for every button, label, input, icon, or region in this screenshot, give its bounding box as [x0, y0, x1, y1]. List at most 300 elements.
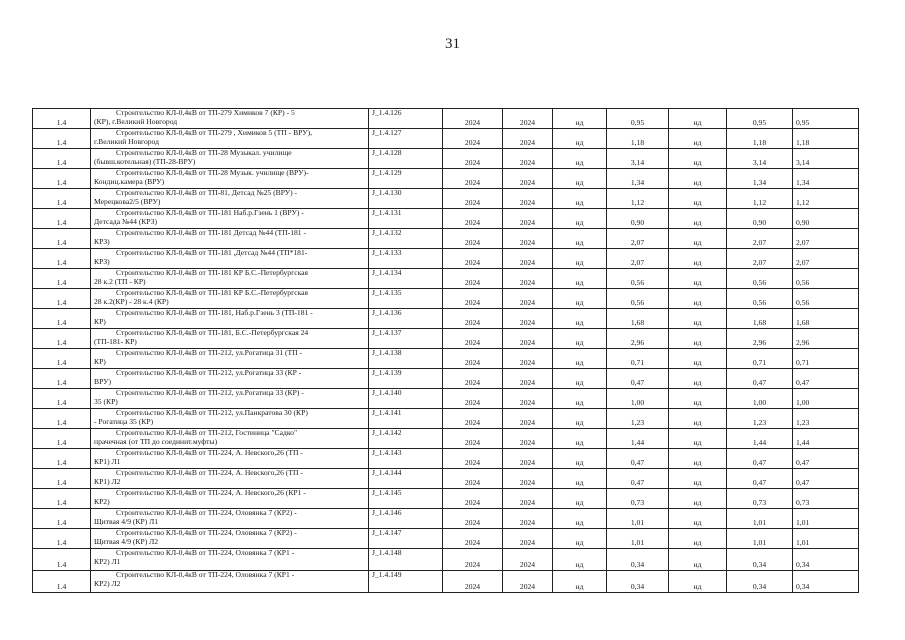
row-value-1: 0,56 — [607, 269, 669, 289]
row-name-line1: Строительство КЛ-0,4кВ от ТП-212, ул.Рогатица 33 (КР - — [116, 368, 302, 377]
row-year-start: 2024 — [443, 229, 503, 249]
row-id: J_1.4.135 — [369, 289, 443, 309]
row-name — [91, 209, 369, 229]
row-year-end: 2024 — [503, 529, 553, 549]
row-value-2: 0,95 — [727, 109, 793, 129]
row-code: 1.4 — [33, 309, 91, 329]
investment-table — [32, 108, 859, 593]
row-code: 1.4 — [33, 509, 91, 529]
table-row — [33, 289, 859, 309]
row-nd-1: нд — [553, 249, 607, 269]
row-name-line2: 28 к.2(КР) - 28 к.4 (КР) — [94, 296, 169, 306]
row-value-3: 1,01 — [793, 529, 859, 549]
row-name-line2: КР2) Л1 — [94, 556, 121, 566]
row-id: J_1.4.130 — [369, 189, 443, 209]
row-nd-1: нд — [553, 129, 607, 149]
row-id: J_1.4.145 — [369, 489, 443, 509]
row-nd-1: нд — [553, 289, 607, 309]
row-nd-1: нд — [553, 209, 607, 229]
row-nd-2: нд — [669, 449, 727, 469]
row-name-line1: Строительство КЛ-0,4кВ от ТП-181 КР Б.С.-Петербургская — [116, 288, 309, 297]
row-code: 1.4 — [33, 409, 91, 429]
row-year-end: 2024 — [503, 149, 553, 169]
row-year-end: 2024 — [503, 409, 553, 429]
row-nd-1: нд — [553, 429, 607, 449]
row-name-line1: Строительство КЛ-0,4кВ от ТП-224, Оловянка 7 (КР1 - — [116, 548, 295, 557]
row-year-start: 2024 — [443, 429, 503, 449]
row-name-line1: Строительство КЛ-0,4кВ от ТП-224, А. Невского,26 (ТП - — [116, 468, 303, 477]
table-row — [33, 229, 859, 249]
row-name-line2: КР1) Л2 — [94, 476, 121, 486]
row-nd-1: нд — [553, 571, 607, 593]
row-name-line2: 28 к.2 (ТП - КР) — [94, 276, 146, 286]
table-row — [33, 309, 859, 329]
row-value-3: 0,56 — [793, 289, 859, 309]
row-year-end: 2024 — [503, 329, 553, 349]
row-name-line1: Строительство КЛ-0,4кВ от ТП-28 Музык. училище (ВРУ)- — [116, 168, 309, 177]
row-id: J_1.4.134 — [369, 269, 443, 289]
row-id: J_1.4.133 — [369, 249, 443, 269]
row-nd-2: нд — [669, 229, 727, 249]
table-row — [33, 409, 859, 429]
row-value-3: 1,34 — [793, 169, 859, 189]
row-value-3: 1,23 — [793, 409, 859, 429]
row-value-3: 1,18 — [793, 129, 859, 149]
row-year-start: 2024 — [443, 249, 503, 269]
row-nd-2: нд — [669, 469, 727, 489]
row-year-start: 2024 — [443, 529, 503, 549]
row-value-3: 0,34 — [793, 571, 859, 593]
row-value-1: 1,12 — [607, 189, 669, 209]
row-year-start: 2024 — [443, 189, 503, 209]
row-year-start: 2024 — [443, 489, 503, 509]
row-value-3: 0,95 — [793, 109, 859, 129]
row-name — [91, 409, 369, 429]
row-id: J_1.4.144 — [369, 469, 443, 489]
row-year-start: 2024 — [443, 109, 503, 129]
table-row — [33, 329, 859, 349]
row-name — [91, 169, 369, 189]
row-name — [91, 349, 369, 369]
row-id: J_1.4.129 — [369, 169, 443, 189]
row-value-2: 3,14 — [727, 149, 793, 169]
row-year-end: 2024 — [503, 129, 553, 149]
row-name — [91, 571, 369, 593]
row-code: 1.4 — [33, 189, 91, 209]
row-nd-2: нд — [669, 509, 727, 529]
row-value-3: 1,12 — [793, 189, 859, 209]
row-name-line1: Строительство КЛ-0,4кВ от ТП-224, Оловянка 7 (КР1 - — [116, 570, 295, 579]
row-value-3: 1,00 — [793, 389, 859, 409]
row-year-start: 2024 — [443, 309, 503, 329]
row-value-2: 1,00 — [727, 389, 793, 409]
row-code: 1.4 — [33, 389, 91, 409]
row-id: J_1.4.143 — [369, 449, 443, 469]
row-value-3: 0,56 — [793, 269, 859, 289]
row-value-3: 0,73 — [793, 489, 859, 509]
table-row — [33, 189, 859, 209]
row-value-1: 1,01 — [607, 509, 669, 529]
row-value-1: 1,44 — [607, 429, 669, 449]
row-nd-1: нд — [553, 229, 607, 249]
row-code: 1.4 — [33, 449, 91, 469]
row-year-end: 2024 — [503, 489, 553, 509]
row-code: 1.4 — [33, 209, 91, 229]
row-name — [91, 329, 369, 349]
table-row — [33, 529, 859, 549]
row-year-end: 2024 — [503, 109, 553, 129]
row-name-line1: Строительство КЛ-0,4кВ от ТП-28 Музыкал. училище — [116, 148, 292, 157]
row-value-3: 1,01 — [793, 509, 859, 529]
row-code: 1.4 — [33, 289, 91, 309]
table-row — [33, 571, 859, 593]
row-value-3: 0,47 — [793, 469, 859, 489]
table-row — [33, 349, 859, 369]
row-code: 1.4 — [33, 229, 91, 249]
table-row — [33, 449, 859, 469]
row-id: J_1.4.137 — [369, 329, 443, 349]
row-name-line2: 35 (КР) — [94, 396, 118, 406]
row-name-line1: Строительство КЛ-0,4кВ от ТП-212, Гостиница "Садко" — [116, 428, 298, 437]
table-row — [33, 209, 859, 229]
row-name-line2: КРЗ) — [94, 236, 110, 246]
row-year-start: 2024 — [443, 209, 503, 229]
row-name-line2: Щитвая 4/9 (КР) Л2 — [94, 536, 159, 546]
table-row — [33, 469, 859, 489]
row-name-line1: Строительство КЛ-0,4кВ от ТП-279 , Химиков 5 (ТП - ВРУ), — [116, 128, 313, 137]
row-value-1: 0,47 — [607, 369, 669, 389]
row-id: J_1.4.149 — [369, 571, 443, 593]
row-value-2: 0,34 — [727, 571, 793, 593]
row-year-start: 2024 — [443, 509, 503, 529]
row-code: 1.4 — [33, 349, 91, 369]
row-nd-2: нд — [669, 409, 727, 429]
row-name-line2: Щитвая 4/9 (КР) Л1 — [94, 516, 159, 526]
row-year-end: 2024 — [503, 229, 553, 249]
row-year-end: 2024 — [503, 571, 553, 593]
row-nd-2: нд — [669, 189, 727, 209]
row-value-2: 1,18 — [727, 129, 793, 149]
row-name — [91, 149, 369, 169]
row-year-end: 2024 — [503, 289, 553, 309]
row-nd-2: нд — [669, 249, 727, 269]
row-id: J_1.4.146 — [369, 509, 443, 529]
row-code: 1.4 — [33, 549, 91, 571]
row-year-start: 2024 — [443, 469, 503, 489]
row-value-2: 0,34 — [727, 549, 793, 571]
row-value-1: 1,18 — [607, 129, 669, 149]
row-year-start: 2024 — [443, 329, 503, 349]
row-id: J_1.4.141 — [369, 409, 443, 429]
row-nd-2: нд — [669, 209, 727, 229]
row-code: 1.4 — [33, 249, 91, 269]
table-row — [33, 389, 859, 409]
row-name-line1: Строительство КЛ-0,4кВ от ТП-181 КР Б.С.-Петербургская — [116, 268, 309, 277]
row-name — [91, 549, 369, 571]
row-nd-2: нд — [669, 489, 727, 509]
row-code: 1.4 — [33, 369, 91, 389]
row-year-end: 2024 — [503, 269, 553, 289]
row-id: J_1.4.126 — [369, 109, 443, 129]
row-value-1: 0,47 — [607, 469, 669, 489]
row-value-2: 2,07 — [727, 249, 793, 269]
table-row — [33, 549, 859, 571]
row-nd-1: нд — [553, 109, 607, 129]
row-nd-1: нд — [553, 189, 607, 209]
row-value-3: 3,14 — [793, 149, 859, 169]
row-name — [91, 369, 369, 389]
row-value-2: 0,47 — [727, 469, 793, 489]
row-value-1: 0,47 — [607, 449, 669, 469]
row-id: J_1.4.147 — [369, 529, 443, 549]
row-value-3: 2,07 — [793, 229, 859, 249]
row-name-line1: Строительство КЛ-0,4кВ от ТП-224, Оловянка 7 (КР2) - — [116, 508, 297, 517]
row-year-start: 2024 — [443, 549, 503, 571]
row-nd-1: нд — [553, 269, 607, 289]
row-name-line2: КРЗ) — [94, 256, 110, 266]
row-year-start: 2024 — [443, 349, 503, 369]
row-year-start: 2024 — [443, 409, 503, 429]
row-name — [91, 429, 369, 449]
row-nd-2: нд — [669, 369, 727, 389]
row-name-line1: Строительство КЛ-0,4кВ от ТП-224, А. Невского,26 (ТП - — [116, 448, 303, 457]
row-name-line2: прачечная (от ТП до соединит.муфты) — [94, 436, 218, 446]
row-name-line1: Строительство КЛ-0,4кВ от ТП-224, А. Невского,26 (КР1 - — [116, 488, 306, 497]
row-year-start: 2024 — [443, 129, 503, 149]
row-value-3: 2,07 — [793, 249, 859, 269]
row-name-line2: КР2) Л2 — [94, 578, 121, 588]
row-name-line2: (бывш.котельная) (ТП-28-ВРУ) — [94, 156, 196, 166]
row-id: J_1.4.128 — [369, 149, 443, 169]
row-year-start: 2024 — [443, 149, 503, 169]
row-name-line2: КР) — [94, 356, 106, 366]
table-row — [33, 509, 859, 529]
row-nd-1: нд — [553, 369, 607, 389]
row-name — [91, 309, 369, 329]
row-year-end: 2024 — [503, 189, 553, 209]
row-year-end: 2024 — [503, 169, 553, 189]
row-nd-2: нд — [669, 289, 727, 309]
row-name — [91, 129, 369, 149]
row-nd-2: нд — [669, 149, 727, 169]
row-nd-2: нд — [669, 549, 727, 571]
row-code: 1.4 — [33, 109, 91, 129]
row-name-line1: Строительство КЛ-0,4кВ от ТП-181 Наб.р.Гзень 1 (ВРУ) - — [116, 208, 304, 217]
row-year-end: 2024 — [503, 469, 553, 489]
row-value-2: 1,44 — [727, 429, 793, 449]
row-nd-2: нд — [669, 349, 727, 369]
row-year-end: 2024 — [503, 369, 553, 389]
row-id: J_1.4.127 — [369, 129, 443, 149]
table-row — [33, 269, 859, 289]
row-name-line1: Строительство КЛ-0,4кВ от ТП-224, Оловянка 7 (КР2) - — [116, 528, 297, 537]
row-code: 1.4 — [33, 529, 91, 549]
row-name — [91, 509, 369, 529]
row-name-line2: Детсада №44 (КРЗ) — [94, 216, 158, 226]
row-nd-2: нд — [669, 429, 727, 449]
row-name — [91, 189, 369, 209]
row-value-2: 0,56 — [727, 289, 793, 309]
row-name-line1: Строительство КЛ-0,4кВ от ТП-81, Детсад №25 (ВРУ) - — [116, 188, 298, 197]
row-name — [91, 529, 369, 549]
row-name-line1: Строительство КЛ-0,4кВ от ТП-181 Детсад №44 (ТП-181 - — [116, 228, 307, 237]
row-nd-2: нд — [669, 389, 727, 409]
row-nd-2: нд — [669, 529, 727, 549]
row-value-1: 2,07 — [607, 229, 669, 249]
row-year-start: 2024 — [443, 169, 503, 189]
row-name — [91, 489, 369, 509]
row-name-line2: - Рогатица 35 (КР) — [94, 416, 154, 426]
row-value-3: 1,68 — [793, 309, 859, 329]
row-year-start: 2024 — [443, 369, 503, 389]
row-id: J_1.4.131 — [369, 209, 443, 229]
row-nd-2: нд — [669, 169, 727, 189]
table-row — [33, 369, 859, 389]
page-number: 31 — [445, 36, 460, 52]
row-name — [91, 289, 369, 309]
row-name-line1: Строительство КЛ-0,4кВ от ТП-181 ,Детсад №44 (ТП*181- — [116, 248, 308, 257]
row-value-1: 1,23 — [607, 409, 669, 429]
row-value-1: 0,71 — [607, 349, 669, 369]
row-year-start: 2024 — [443, 269, 503, 289]
row-code: 1.4 — [33, 149, 91, 169]
row-nd-1: нд — [553, 329, 607, 349]
row-nd-1: нд — [553, 169, 607, 189]
row-value-3: 2,96 — [793, 329, 859, 349]
row-value-3: 0,71 — [793, 349, 859, 369]
row-nd-2: нд — [669, 109, 727, 129]
row-nd-2: нд — [669, 329, 727, 349]
row-code: 1.4 — [33, 571, 91, 593]
row-value-3: 1,44 — [793, 429, 859, 449]
row-name-line2: Мерецкова2/5 (ВРУ) — [94, 196, 161, 206]
row-year-start: 2024 — [443, 571, 503, 593]
row-year-end: 2024 — [503, 349, 553, 369]
row-year-end: 2024 — [503, 309, 553, 329]
table-row — [33, 249, 859, 269]
row-nd-1: нд — [553, 529, 607, 549]
row-year-start: 2024 — [443, 289, 503, 309]
row-name — [91, 249, 369, 269]
row-name — [91, 109, 369, 129]
row-value-1: 1,00 — [607, 389, 669, 409]
row-id: J_1.4.132 — [369, 229, 443, 249]
row-code: 1.4 — [33, 329, 91, 349]
row-value-3: 0,47 — [793, 369, 859, 389]
row-name-line2: КР) — [94, 316, 106, 326]
row-name — [91, 389, 369, 409]
row-value-3: 0,47 — [793, 449, 859, 469]
table-row — [33, 109, 859, 129]
row-id: J_1.4.148 — [369, 549, 443, 571]
row-value-2: 1,34 — [727, 169, 793, 189]
row-value-2: 1,01 — [727, 509, 793, 529]
table-row — [33, 169, 859, 189]
row-nd-1: нд — [553, 449, 607, 469]
row-nd-1: нд — [553, 389, 607, 409]
row-name-line1: Строительство КЛ-0,4кВ от ТП-212, ул.Панкратова 30 (КР) — [116, 408, 308, 417]
row-value-2: 0,73 — [727, 489, 793, 509]
row-nd-1: нд — [553, 549, 607, 571]
row-value-3: 0,34 — [793, 549, 859, 571]
row-code: 1.4 — [33, 469, 91, 489]
row-name — [91, 229, 369, 249]
row-year-end: 2024 — [503, 429, 553, 449]
row-value-2: 2,07 — [727, 229, 793, 249]
row-value-1: 0,34 — [607, 571, 669, 593]
row-value-2: 2,96 — [727, 329, 793, 349]
row-year-end: 2024 — [503, 449, 553, 469]
row-value-1: 1,68 — [607, 309, 669, 329]
row-nd-2: нд — [669, 129, 727, 149]
row-name-line2: (КР), г.Великий Новгород — [94, 116, 178, 126]
row-value-1: 0,56 — [607, 289, 669, 309]
row-id: J_1.4.140 — [369, 389, 443, 409]
row-year-start: 2024 — [443, 389, 503, 409]
row-value-1: 1,34 — [607, 169, 669, 189]
row-year-end: 2024 — [503, 509, 553, 529]
row-nd-2: нд — [669, 309, 727, 329]
row-id: J_1.4.142 — [369, 429, 443, 449]
row-code: 1.4 — [33, 269, 91, 289]
row-name-line2: КР1) Л1 — [94, 456, 121, 466]
row-nd-1: нд — [553, 309, 607, 329]
row-value-2: 0,47 — [727, 449, 793, 469]
row-value-1: 3,14 — [607, 149, 669, 169]
row-value-1: 2,07 — [607, 249, 669, 269]
row-value-3: 0,90 — [793, 209, 859, 229]
row-id: J_1.4.139 — [369, 369, 443, 389]
row-nd-1: нд — [553, 149, 607, 169]
row-id: J_1.4.136 — [369, 309, 443, 329]
row-name-line1: Строительство КЛ-0,4кВ от ТП-279 Химиков 7 (КР) - 5 — [116, 108, 295, 117]
row-name-line2: г.Великий Новгород — [94, 136, 159, 146]
row-name-line1: Строительство КЛ-0,4кВ от ТП-181, Б.С.-Петербургская 24 — [116, 328, 309, 337]
row-name-line2: (ТП-181- КР) — [94, 336, 137, 346]
row-name — [91, 449, 369, 469]
table-row — [33, 429, 859, 449]
row-code: 1.4 — [33, 429, 91, 449]
row-name — [91, 469, 369, 489]
row-id: J_1.4.138 — [369, 349, 443, 369]
row-name-line1: Строительство КЛ-0,4кВ от ТП-212, ул.Рогатица 31 (ТП - — [116, 348, 303, 357]
row-year-end: 2024 — [503, 549, 553, 571]
row-name-line1: Строительство КЛ-0,4кВ от ТП-212, ул.Рогатица 33 (КР) - — [116, 388, 304, 397]
row-nd-1: нд — [553, 489, 607, 509]
row-value-2: 1,01 — [727, 529, 793, 549]
row-year-end: 2024 — [503, 249, 553, 269]
table-row — [33, 149, 859, 169]
row-value-2: 1,68 — [727, 309, 793, 329]
row-code: 1.4 — [33, 489, 91, 509]
row-name-line2: Кондиц.камера (ВРУ) — [94, 176, 165, 186]
row-value-2: 1,12 — [727, 189, 793, 209]
row-name-line2: ВРУ) — [94, 376, 112, 386]
row-value-1: 0,90 — [607, 209, 669, 229]
row-nd-2: нд — [669, 269, 727, 289]
row-value-2: 0,56 — [727, 269, 793, 289]
row-nd-2: нд — [669, 571, 727, 593]
row-nd-1: нд — [553, 509, 607, 529]
row-name-line2: КР2) — [94, 496, 110, 506]
row-value-2: 0,71 — [727, 349, 793, 369]
row-value-1: 0,95 — [607, 109, 669, 129]
row-year-end: 2024 — [503, 389, 553, 409]
row-value-2: 0,47 — [727, 369, 793, 389]
row-value-2: 0,90 — [727, 209, 793, 229]
row-code: 1.4 — [33, 129, 91, 149]
row-value-1: 0,73 — [607, 489, 669, 509]
